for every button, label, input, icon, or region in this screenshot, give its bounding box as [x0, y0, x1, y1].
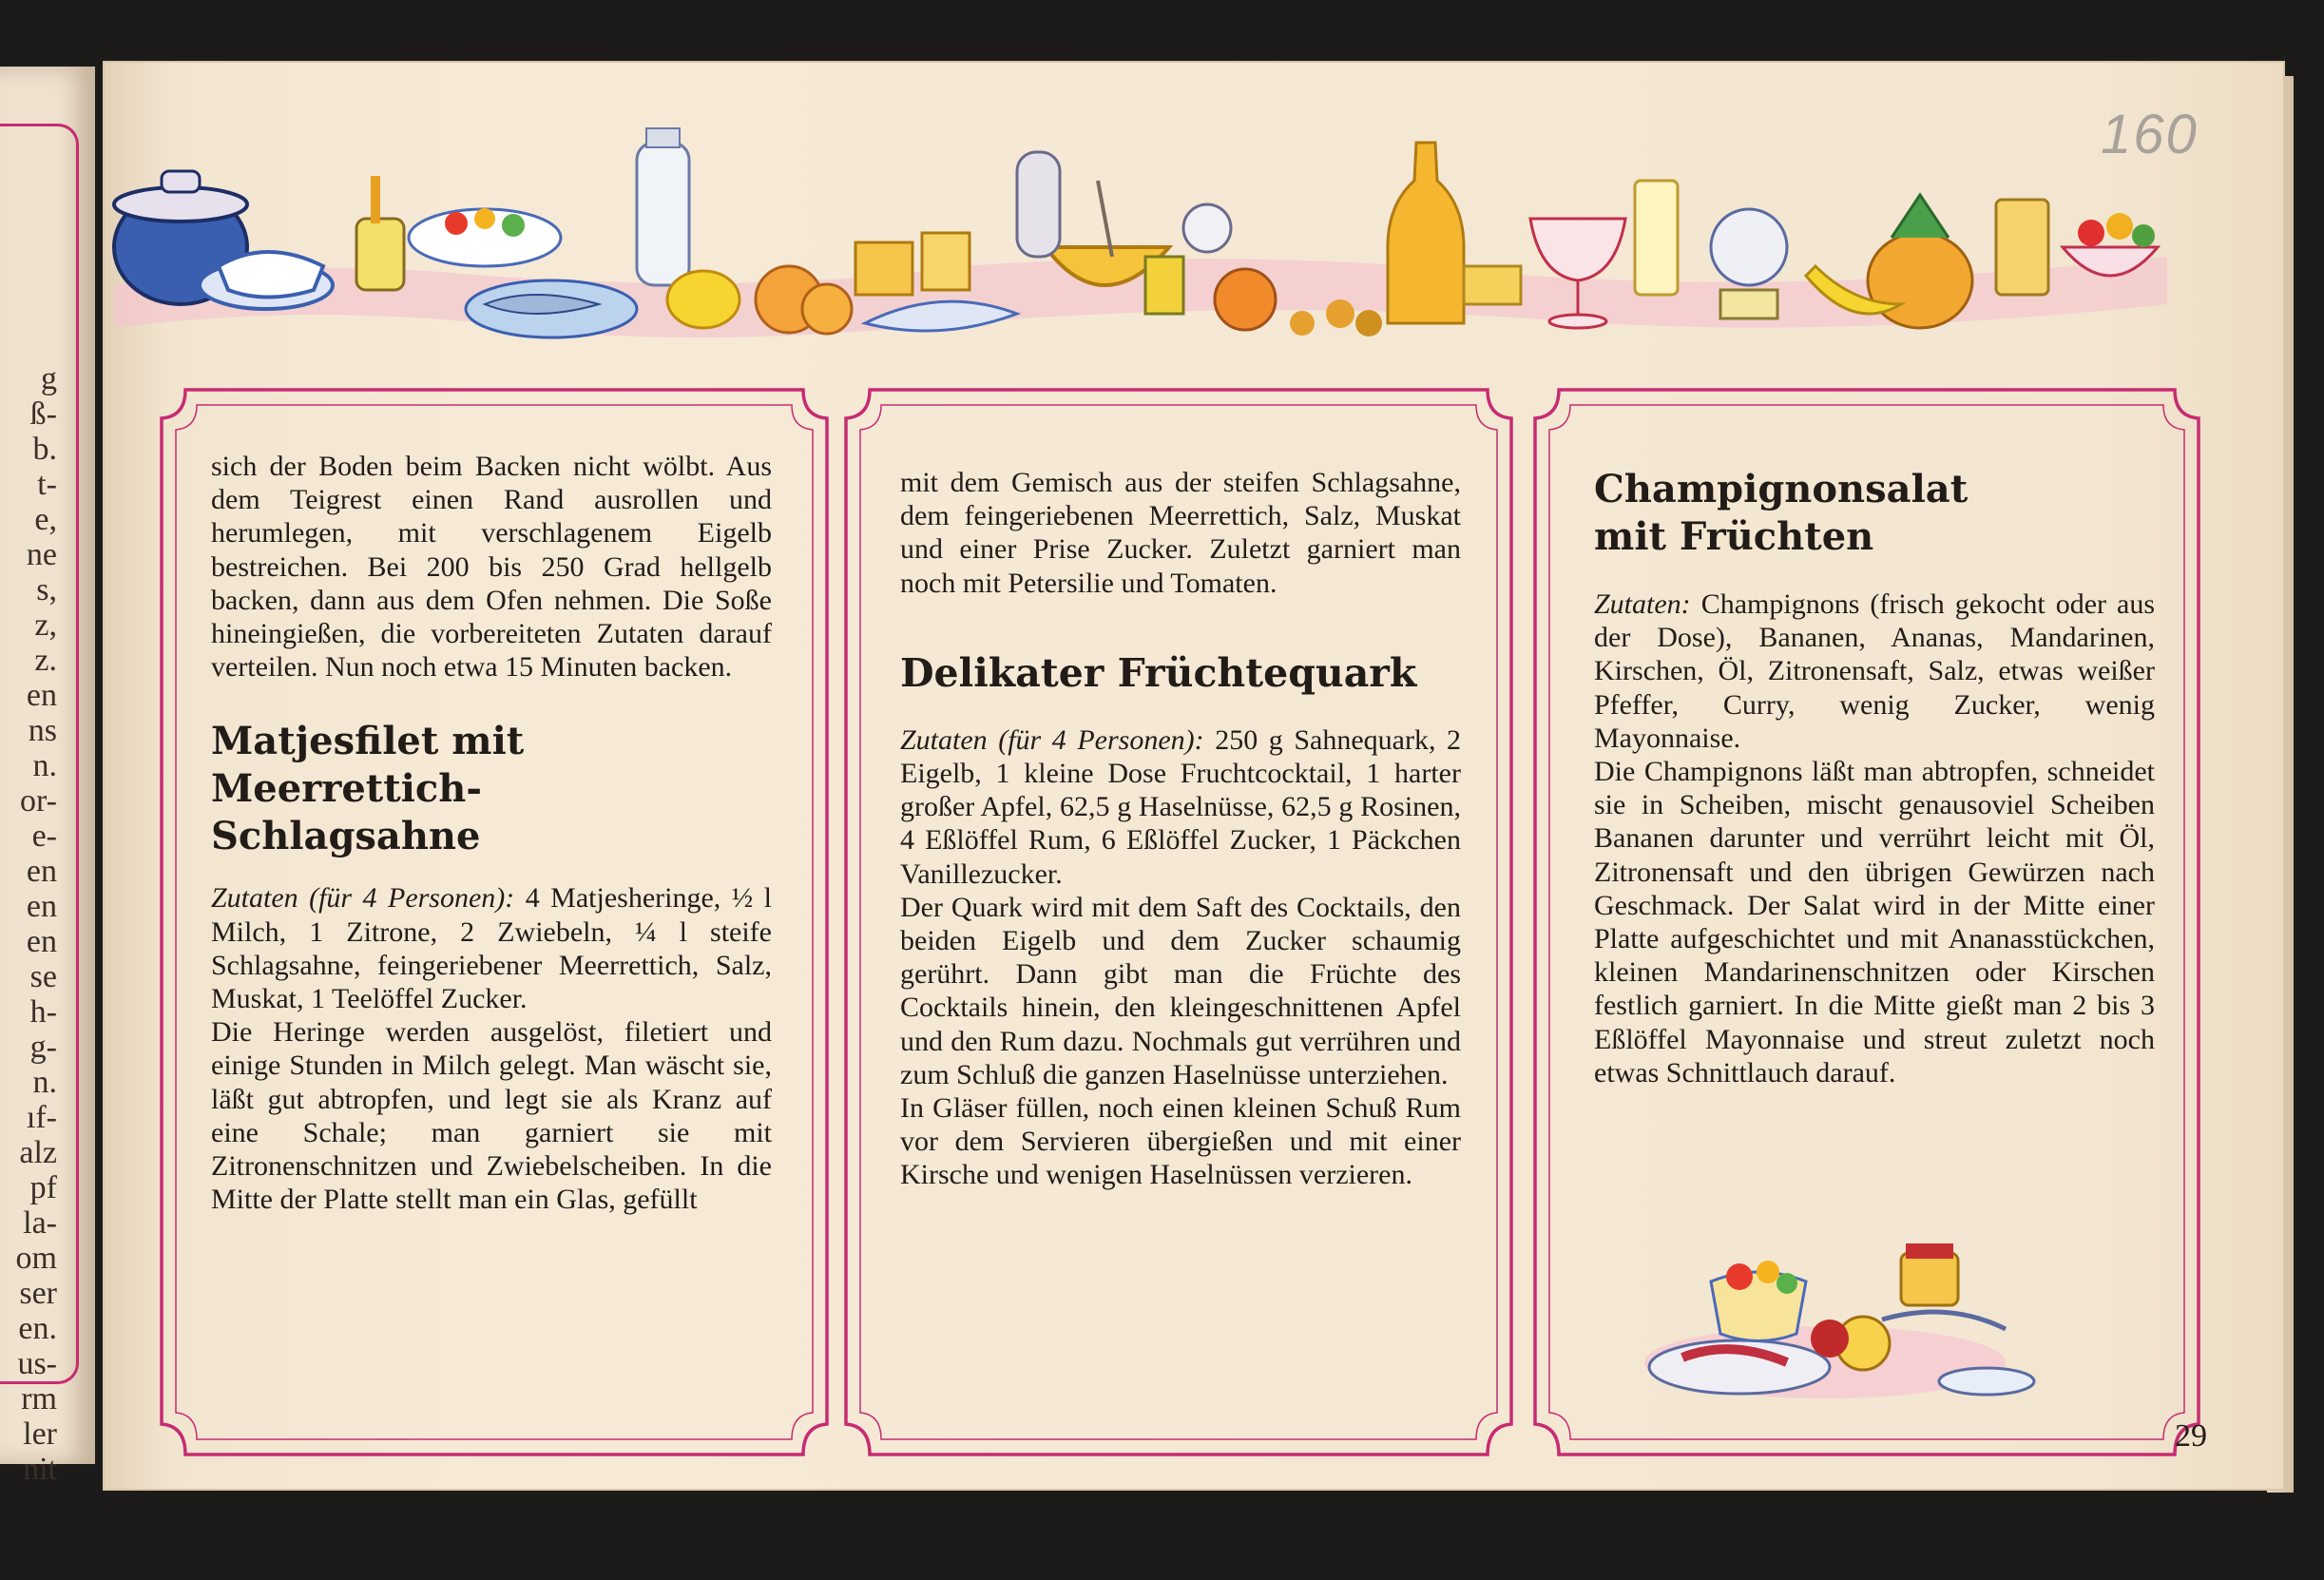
ingredients-list: 250 g Sahnequark, 2 Eigelb, 1 kleine Dose Fruchtcocktail, 1 harter großer Apfel, 62,5 g Haselnüsse, 62,5 g Rosinen, 4 Eßlöffel Rum, 6 Eßlöffel Zucker, 1 Päckchen Vanillezucker.	[900, 723, 1461, 890]
left-page-fragment: z.	[34, 643, 57, 678]
ingredients-label: Zutaten (für 4 Personen):	[900, 723, 1204, 756]
left-page-text-fragments	[0, 361, 57, 1487]
left-page-fragment: h-	[29, 994, 57, 1030]
recipe-title-matjesfilet: Matjesfilet mit Meerrettich- Schlagsahne	[211, 719, 525, 859]
left-page-fragment: se	[29, 959, 57, 994]
recipe-box-2	[841, 388, 1516, 1457]
bottle-icon	[637, 128, 689, 285]
ingredients-paragraph	[1594, 588, 2155, 755]
plates-icon	[1711, 209, 1787, 318]
ingredients-paragraph	[900, 723, 1461, 891]
cheese-box-icon	[855, 233, 970, 295]
canister-icon	[1996, 200, 2048, 295]
left-page-fragment: ser	[19, 1276, 57, 1311]
recipe-title-champignonsalat: Champignonsalat mit Früchten	[1594, 467, 1969, 559]
recipe-title-fruechtequark: Delikater Früchtequark	[900, 649, 1417, 696]
page-number: 29	[2175, 1418, 2207, 1454]
left-page-fragment: z,	[34, 607, 57, 643]
onion-icon	[1215, 269, 1276, 330]
left-page-fragment: e-	[31, 819, 57, 854]
recipe-continuation-text: mit dem Gemisch aus der steifen Schlagsahne, dem feingeriebenen Meerrettich, Salz, Muskat und einer Prise Zucker. Zuletzt garniert man noch mit Petersilie und Tomaten.	[900, 467, 1461, 599]
garlic-icon	[756, 266, 852, 334]
left-page-fragment: ß-	[29, 396, 57, 432]
left-page-fragment: en	[26, 678, 57, 713]
left-page-fragment: ns	[28, 713, 57, 748]
left-page-fragment: b.	[32, 432, 57, 467]
method-text: Die Heringe werden ausgelöst, filetiert und einige Stunden in Milch gelegt. Man wäscht sie, läßt gut abtropfen, und legt sie als Kranz auf eine Schale; man garniert sie mit Zitronenschnitzen und Zwiebelscheiben. In die Mitte der Platte stellt man ein Glas, gefüllt	[211, 1016, 772, 1216]
method-text-2: In Gläser füllen, noch einen kleinen Schuß Rum vor dem Servieren übergießen und mit einer Kirsche und wenigen Haselnüssen verzieren.	[900, 1092, 1461, 1191]
ingredients-paragraph	[211, 881, 772, 1015]
left-page-fragment: n.	[32, 1065, 57, 1100]
left-page-fragment: rm	[21, 1381, 57, 1416]
left-page-fragment: en	[26, 889, 57, 924]
left-page-fragment: s,	[36, 572, 57, 607]
left-page-fragment: en	[26, 924, 57, 959]
left-page-fragment: om	[15, 1241, 57, 1276]
left-page-edge	[0, 67, 95, 1487]
salad-bowl-icon	[409, 208, 561, 266]
left-page-fragment: g-	[29, 1030, 57, 1065]
lemon-icon	[667, 271, 739, 328]
left-page-fragment: ıf-	[26, 1100, 57, 1135]
left-page-fragment: pf	[29, 1170, 57, 1205]
left-page-fragment: g	[41, 361, 57, 396]
salad-platter-illustration	[1625, 1243, 2072, 1405]
left-page-fragment: n.	[32, 748, 57, 783]
left-page-fragment: or-	[20, 783, 57, 819]
left-page-fragment: en	[26, 854, 57, 889]
left-page-fragment: t-	[37, 467, 57, 502]
ingredients-label: Zutaten (für 4 Personen):	[211, 882, 515, 915]
left-page-fragment: nit	[23, 1452, 57, 1487]
fish-platter-icon	[466, 280, 637, 337]
left-page-fragment: la-	[23, 1205, 57, 1241]
recipe-box-3	[1530, 388, 2203, 1457]
ingredients-list: 4 Matjesheringe, ½ l Milch, 1 Zitrone, 2 Zwiebeln, ¼ l steife Schlagsahne, feingeriebener Meerrettich, Salz, Muskat, 1 Teelöffel Zucker.	[211, 882, 772, 1015]
jar-icon	[356, 176, 404, 290]
left-page-fragment: alz	[19, 1135, 57, 1170]
left-page-fragment: e,	[34, 502, 57, 537]
left-page-fragment: ler	[23, 1416, 57, 1452]
food-illustration-banner	[105, 114, 2177, 361]
handwritten-number: 160	[2101, 104, 2199, 165]
ingredients-list: Champignons (frisch gekocht oder aus der Dose), Bananen, Ananas, Mandarinen, Kirschen, Öl, Zitronensaft, Salz, etwas weißer Pfeffer, Curry, wenig Zucker, wenig Mayonnaise.	[1594, 588, 2156, 754]
recipe-continuation-text: sich der Boden beim Backen nicht wölbt. Aus dem Teigrest einen Rand ausrollen und herumlegen, mit verschlagenem Eigelb bestreichen. Bei 200 bis 250 Grad hellgelb backen, dann aus dem Ofen nehmen. Die Soße hineingießen, die vorbereiteten Zutaten darauf verteilen. Nun noch etwa 15 Minuten backen.	[211, 451, 772, 684]
ingredients-label: Zutaten:	[1594, 588, 1691, 620]
recipe-box-1	[157, 388, 832, 1457]
method-text: Die Champignons läßt man abtropfen, schneidet sie in Scheiben, mischt genausoviel Scheiben Bananen darunter und verrührt leicht mit Öl, Zitronensaft und den übrigen Gewürzen nach Geschmack. Der Salat wird in der Mitte einer Platte aufgeschichtet und mit Ananasstückchen, kleinen Mandarinenschnitzen oder Kirschen festlich garniert. In die Mitte gießt man 2 bis 3 Eßlöffel Mayonnaise und streut zuletzt noch etwas Schnittlauch darauf.	[1594, 756, 2155, 1089]
left-page-fragment: us-	[17, 1346, 57, 1381]
method-text: Der Quark wird mit dem Saft des Cocktails, den beiden Eigelb und dem Zucker schaumig gerührt. Dann gibt man die Früchte des Cocktails hinein, den kleingeschnittenen Apfel und den Rum dazu. Nochmals gut verrühren und zum Schluß die ganzen Haselnüsse unterziehen.	[900, 891, 1461, 1090]
left-page-fragment: ne	[26, 537, 57, 572]
left-page-fragment: en.	[18, 1311, 57, 1346]
wine-bottle-icon	[1388, 143, 1464, 323]
